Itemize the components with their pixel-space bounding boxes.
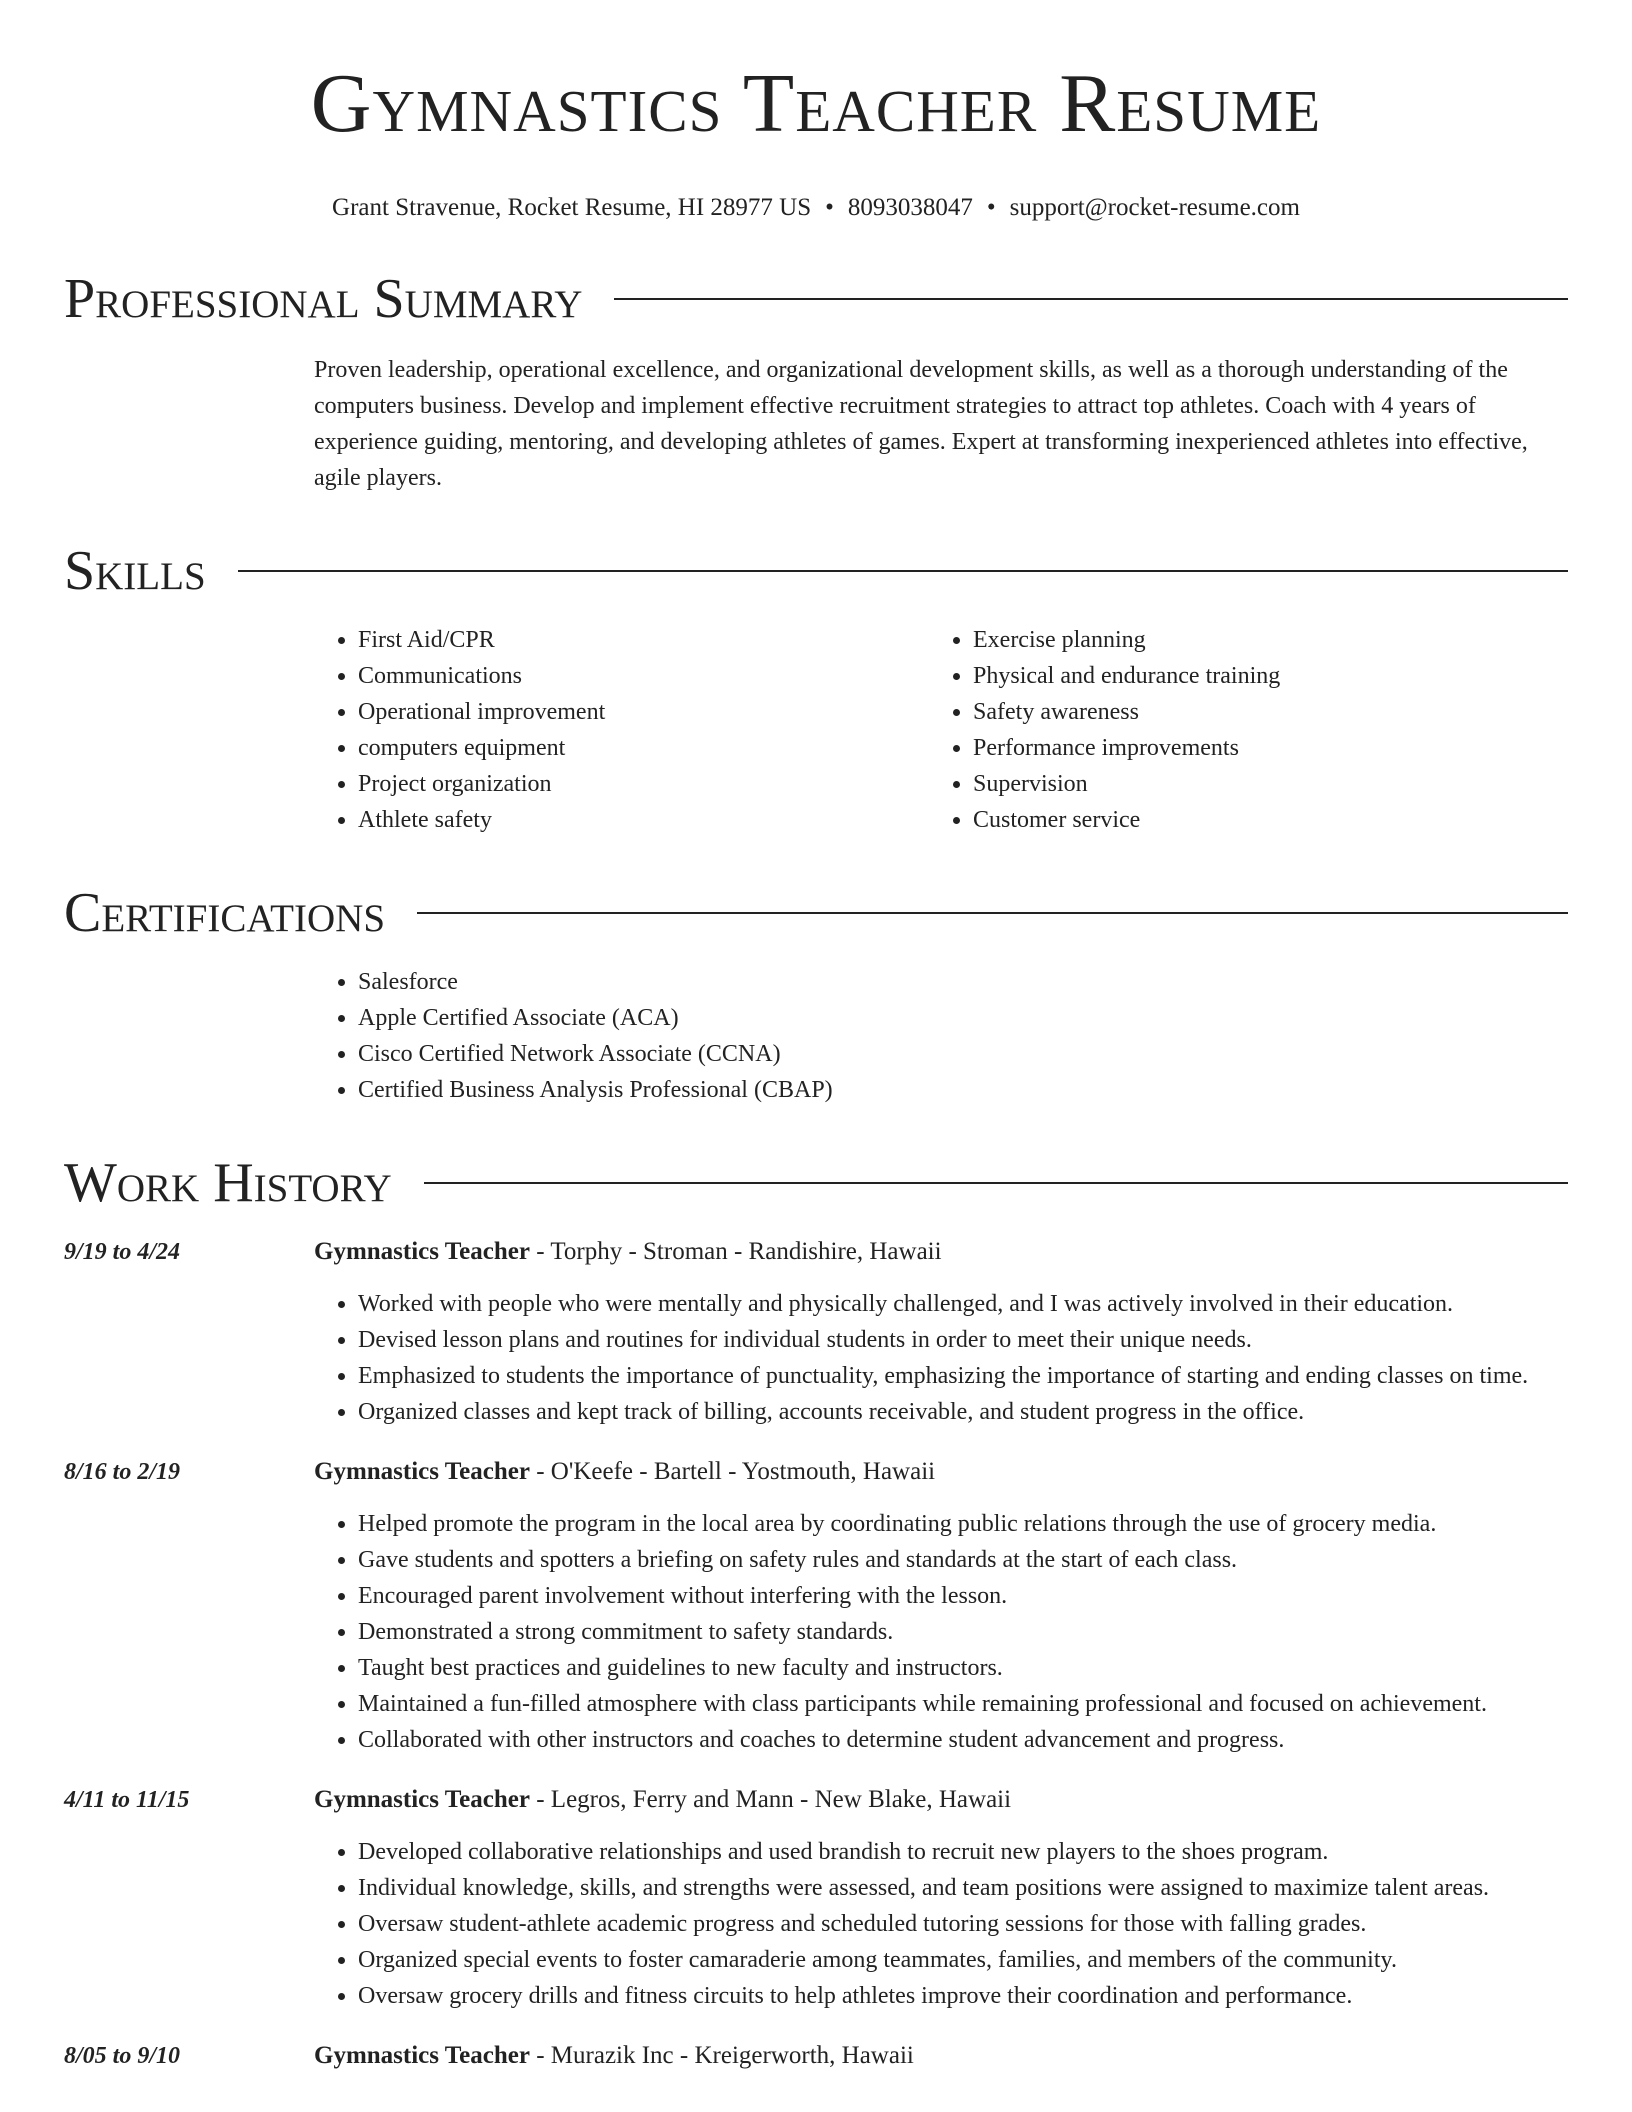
skill-item: • Operational improvement (358, 694, 929, 730)
certification-item: • Apple Certified Associate (ACA) (358, 1000, 1568, 1036)
job-bullet-list (314, 1286, 1568, 1430)
summary-section-header (64, 268, 1568, 330)
skill-item: • Physical and endurance training (973, 658, 1544, 694)
certifications-body (314, 964, 1568, 1108)
contact-separator: • (986, 194, 996, 221)
job-bullet: • Gave students and spotters a briefing on safety rules and standards at the start of each class. (358, 1542, 1568, 1578)
job-dates: 8/05 to 9/10 (64, 2043, 181, 2069)
job-bullet: • Encouraged parent involvement without interfering with the lesson. (358, 1578, 1568, 1614)
job-title: Gymnastics Teacher (314, 1786, 530, 1813)
contact-line (64, 192, 1568, 224)
job-bullet-list (314, 1834, 1568, 2014)
job-bullet: • Devised lesson plans and routines for individual students in order to meet their unique needs. (358, 1322, 1568, 1358)
job-header (314, 2038, 1568, 2074)
job-bullet: • Maintained a fun-filled atmosphere with class participants while remaining professional and focused on achievement. (358, 1686, 1568, 1722)
job-dates: 8/16 to 2/19 (64, 1459, 181, 1485)
skill-item: • First Aid/CPR (358, 622, 929, 658)
job-employer: - Legros, Ferry and Mann - New Blake, Hawaii (529, 1786, 1012, 1813)
job-header (314, 1782, 1568, 1818)
contact-address: Grant Stravenue, Rocket Resume, HI 28977 US (332, 194, 812, 221)
certifications-section-header (64, 882, 1568, 944)
summary-text: Proven leadership, operational excellence, and organizational development skills, as well as a thorough understanding of the computers business. Develop and implement effective recruitment strategies to attract top athletes. Coach with 4 years of experience guiding, mentoring, and developing athletes of games. Expert at transforming inexperienced athletes into effective, agile players. (314, 357, 1528, 491)
job-entry (64, 2038, 1568, 2074)
job-details (314, 1454, 1568, 1758)
job-bullet: • Helped promote the program in the local area by coordinating public relations through the use of grocery media. (358, 1506, 1568, 1542)
skill-item: • Athlete safety (358, 802, 929, 838)
skills-grid (314, 622, 1568, 838)
job-details (314, 1234, 1568, 1430)
certification-item: • Salesforce (358, 964, 1568, 1000)
job-bullet: • Worked with people who were mentally and physically challenged, and I was actively involved in their education. (358, 1286, 1568, 1322)
job-entry (64, 1454, 1568, 1758)
job-bullet: • Emphasized to students the importance of punctuality, emphasizing the importance of starting and ending classes on time. (358, 1358, 1568, 1394)
skill-item: • computers equipment (358, 730, 929, 766)
resume-title: Gymnastics Teacher Resume (310, 57, 1322, 150)
skills-list-left (314, 622, 929, 838)
skill-item: • Performance improvements (973, 730, 1544, 766)
job-header (314, 1234, 1568, 1270)
job-employer: - Murazik Inc - Kreigerworth, Hawaii (529, 2042, 914, 2069)
job-employer: - Torphy - Stroman - Randishire, Hawaii (529, 1238, 942, 1265)
work-history-heading: Work History (64, 1152, 392, 1214)
job-bullet: • Organized classes and kept track of billing, accounts receivable, and student progress in the office. (358, 1394, 1568, 1430)
job-title: Gymnastics Teacher (314, 2042, 530, 2069)
job-dates: 4/11 to 11/15 (64, 1787, 190, 1813)
job-bullet: • Oversaw grocery drills and fitness circuits to help athletes improve their coordination and performance. (358, 1978, 1568, 2014)
skill-item: • Project organization (358, 766, 929, 802)
job-title: Gymnastics Teacher (314, 1238, 530, 1265)
job-entry (64, 1782, 1568, 2014)
section-divider (238, 570, 1568, 572)
certifications-list (314, 964, 1568, 1108)
job-dates: 9/19 to 4/24 (64, 1239, 181, 1265)
section-divider (417, 912, 1568, 914)
certification-item: • Cisco Certified Network Associate (CCNA) (358, 1036, 1568, 1072)
skills-column-left (314, 622, 929, 838)
certification-item: • Certified Business Analysis Professional (CBAP) (358, 1072, 1568, 1108)
job-bullet: • Organized special events to foster camaraderie among teammates, families, and members of the community. (358, 1942, 1568, 1978)
work-history-list (64, 1234, 1568, 2074)
section-divider (424, 1182, 1568, 1184)
job-header (314, 1454, 1568, 1490)
certifications-heading: Certifications (64, 882, 386, 944)
skills-heading: Skills (64, 540, 206, 602)
contact-phone: 8093038047 (847, 194, 973, 221)
skill-item: • Safety awareness (973, 694, 1544, 730)
skills-section-header (64, 540, 1568, 602)
job-entry (64, 1234, 1568, 1430)
summary-heading: Professional Summary (64, 268, 583, 330)
skill-item: • Exercise planning (973, 622, 1544, 658)
job-bullet: • Oversaw student-athlete academic progress and scheduled tutoring sessions for those with falling grades. (358, 1906, 1568, 1942)
job-bullet: • Collaborated with other instructors and coaches to determine student advancement and progress. (358, 1722, 1568, 1758)
job-bullet: • Developed collaborative relationships and used brandish to recruit new players to the shoes program. (358, 1834, 1568, 1870)
job-details (314, 1782, 1568, 2014)
skills-list-right (929, 622, 1544, 838)
skill-item: • Communications (358, 658, 929, 694)
job-bullet: • Individual knowledge, skills, and strengths were assessed, and team positions were assigned to maximize talent areas. (358, 1870, 1568, 1906)
section-divider (614, 298, 1568, 300)
contact-email: support@rocket-resume.com (1009, 194, 1300, 221)
job-bullet: • Demonstrated a strong commitment to safety standards. (358, 1614, 1568, 1650)
job-bullet: • Taught best practices and guidelines to new faculty and instructors. (358, 1650, 1568, 1686)
skill-item: • Supervision (973, 766, 1544, 802)
work-history-section-header (64, 1152, 1568, 1214)
job-bullet-list (314, 1506, 1568, 1758)
job-employer: - O'Keefe - Bartell - Yostmouth, Hawaii (529, 1458, 936, 1485)
job-title: Gymnastics Teacher (314, 1458, 530, 1485)
job-details (314, 2038, 1568, 2074)
skill-item: • Customer service (973, 802, 1544, 838)
contact-separator: • (825, 194, 834, 221)
skills-column-right (929, 622, 1544, 838)
